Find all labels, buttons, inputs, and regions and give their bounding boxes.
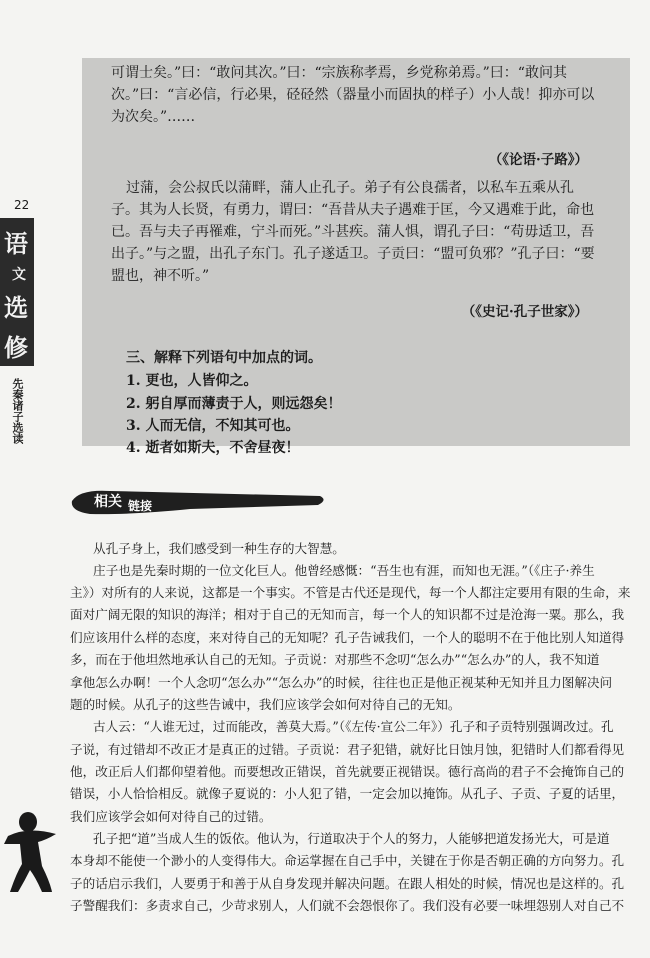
body-line: 本身却不能使一个渺小的人变得伟大。命运掌握在自己手中，关键在于你是否朝正确的方向努力。孔 [70, 853, 625, 868]
source-citation: （《史记·孔子世家》） [461, 304, 588, 320]
exercise-line: 可谓士矣。”曰：“敢问其次。”曰：“宗族称孝焉，乡党称弟焉。”曰：“敢问其 [111, 65, 567, 81]
exercise-question: 2. 躬自厚而薄责于人，则远怨矣！ [126, 396, 342, 412]
exercise-question: 3. 人而无信，不知其可也。 [126, 418, 300, 434]
body-line: 错误，小人恰恰相反。就像子夏说的：小人犯了错，一定会加以掩饰。从孔子、子贡、子夏的话里， [70, 786, 625, 801]
exercise-line: 子。其为人长贤，有勇力，谓曰：“吾昔从夫子遇难于匡，今又遇难于此，命也 [111, 202, 595, 218]
exercise-line: 为次矣。”…… [111, 109, 196, 125]
body-line: 题的时候。从孔子的这些告诫中，我们应该学会如何对待自己的无知。 [70, 697, 461, 712]
ink-figure-icon [2, 808, 60, 894]
body-line: 多，而在于他坦然地承认自己的无知。子贡说：对那些不念叨“怎么办”“怎么办”的人，我不知道 [70, 652, 600, 667]
body-line: 拿他怎么办啊！一个人念叨“怎么办”“怎么办”的时候，往往也正是他正视某种无知并且力图解决问 [70, 675, 613, 690]
body-line: 我们应该学会如何对待自己的过错。 [70, 809, 272, 824]
side-tab-char: 文 [12, 267, 26, 283]
exercise-line: 出子。”与之盟，出孔子东门。孔子遂适卫。子贡曰：“盟可负邪？”孔子曰：“要 [111, 246, 595, 262]
body-line: 子的话启示我们，人要勇于和善于从自身发现并解决问题。在跟人相处的时候，情况也是这样的。孔 [70, 876, 625, 891]
exercise-question: 1. 更也，人皆仰之。 [126, 373, 258, 389]
body-line: 孔子把“道”当成人生的饭依。他认为，行道取决于个人的努力，人能够把道发扬光大，可是道 [93, 831, 610, 846]
page-number: 22 [14, 198, 30, 212]
banner-title: 相关 [94, 494, 122, 510]
body-line: 子说，有过错却不改正才是真正的过错。子贡说：君子犯错，就好比日蚀月蚀，犯错时人们都看得见 [70, 742, 625, 757]
body-line: 面对广阔无限的知识的海洋；相对于自己的无知而言，每一个人的知识都不过是沧海一粟。那么，我 [70, 607, 625, 622]
exercise-line: 次。”曰：“言必信，行必果，硁硁然（器量小而固执的样子）小人哉！抑亦可以 [111, 87, 595, 103]
body-line: 庄子也是先秦时期的一位文化巨人。他曾经感慨：“吾生也有涯，而知也无涯。”（《庄子·养生 [93, 563, 595, 578]
exercise-question: 4. 逝者如斯夫，不舍昼夜！ [126, 440, 300, 456]
exercise-heading: 三、解释下列语句中加点的词。 [126, 350, 322, 366]
body-line: 子警醒我们：多责求自己，少苛求别人，人们就不会怨恨你了。我们没有必要一味埋怨别人对自己不 [70, 898, 625, 913]
exercise-line: 过蒲，会公叔氏以蒲畔，蒲人止孔子。弟子有公良孺者，以私车五乘从孔 [126, 180, 574, 196]
source-citation: （《论语·子路》） [488, 152, 588, 168]
exercise-line: 已。吾与夫子再罹难，宁斗而死。”斗甚疾。蒲人惧，谓孔子曰：“苟毋适卫，吾 [111, 224, 595, 240]
side-tab-char: 语 [4, 229, 28, 258]
banner-subtitle: 链接 [128, 499, 153, 513]
body-line: 古人云：“人谁无过，过而能改，善莫大焉。”（《左传·宣公二年》）孔子和子贡特别强调改过。孔 [93, 719, 614, 734]
side-tab-char: 修 [4, 333, 28, 362]
body-line: 他，改正后人们都仰望着他。而要想改正错误，首先就要正视错误。德行高尚的君子不会掩饰自己的 [70, 764, 625, 779]
body-paragraph: 从孔子身上，我们感受到一种生存的大智慧。 [93, 541, 345, 556]
body-line: 主》）对所有的人来说，这都是一个事实。不管是古代还是现代，每一个人都注定要用有限的生命，来 [70, 585, 631, 600]
body-line: 们应该用什么样的态度，来对待自己的无知呢？孔子告诫我们，一个人的聪明不在于他比别人知道得 [70, 630, 625, 645]
section-label: 先秦诸子选读 [11, 378, 24, 444]
side-tab [0, 218, 34, 366]
side-tab-char: 选 [4, 293, 28, 322]
exercise-line: 盟也，神不听。” [111, 268, 210, 284]
